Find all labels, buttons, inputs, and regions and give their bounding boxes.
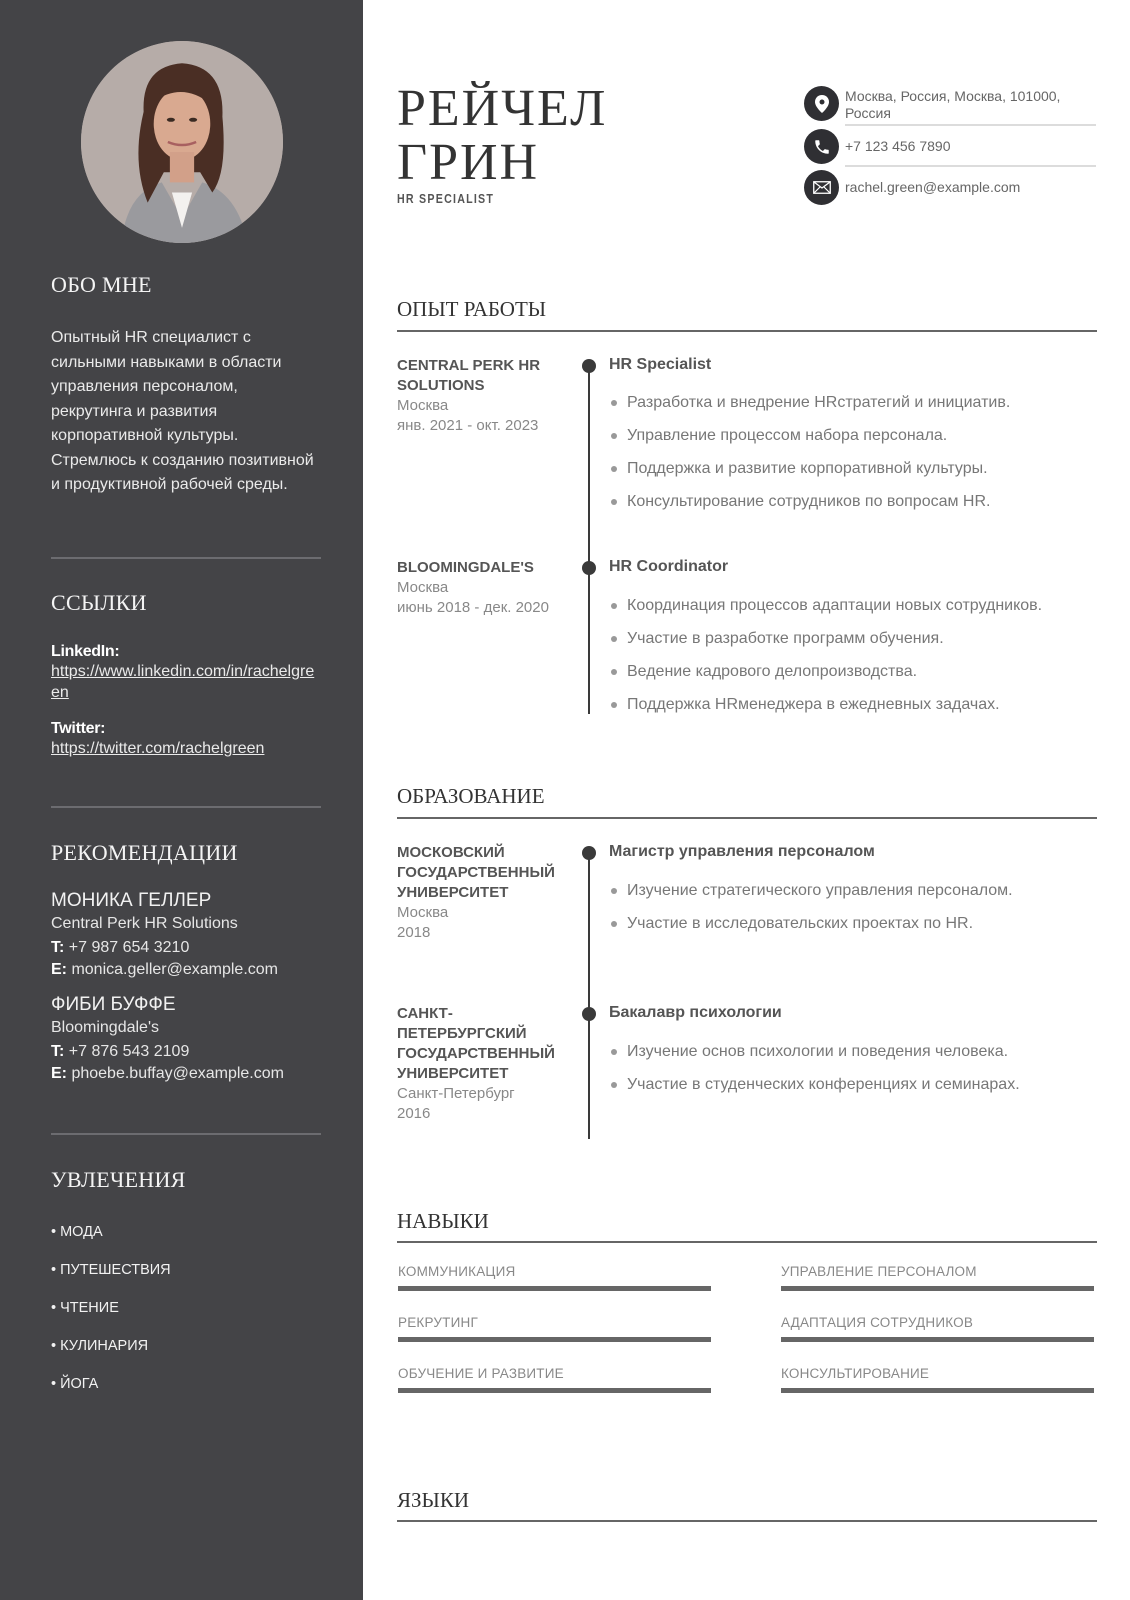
link-linkedin	[51, 643, 321, 703]
bullet-item: Координация процессов адаптации новых сотрудников.	[609, 589, 1099, 622]
skill-bar	[398, 1388, 711, 1393]
degree-title: Бакалавр психологии	[609, 1004, 782, 1021]
degree-title: Магистр управления персоналом	[609, 843, 875, 860]
bullet-item: Управление процессом набора персонала.	[609, 419, 1099, 452]
job-title: HR SPECIALIST	[397, 191, 495, 206]
hobbies-section	[51, 1167, 321, 1407]
bullet-item: Участие в разработке программ обучения.	[609, 622, 1099, 655]
full-name	[397, 82, 607, 190]
first-name: РЕЙЧЕЛ	[397, 80, 608, 137]
org-dates: июнь 2018 - дек. 2020	[397, 599, 549, 616]
org-city: Санкт-Петербург	[397, 1085, 515, 1102]
reference-company: Bloomingdale's	[51, 1019, 160, 1036]
phone-label: T:	[51, 1043, 65, 1060]
skill-label: УПРАВЛЕНИЕ ПЕРСОНАЛОМ	[781, 1264, 977, 1279]
link-label: Twitter:	[51, 720, 106, 737]
experience-org	[397, 356, 557, 436]
skill-item	[398, 1366, 711, 1393]
org-dates: янв. 2021 - окт. 2023	[397, 417, 539, 434]
bullet-item: Поддержка HRменеджера в ежедневных задачах.	[609, 688, 1099, 721]
timeline-dot	[582, 561, 596, 575]
experience-org	[397, 558, 557, 618]
references-section	[51, 840, 321, 1085]
bullet-item: Изучение стратегического управления персоналом.	[609, 874, 1099, 907]
references-heading: РЕКОМЕНДАЦИИ	[51, 840, 238, 865]
education-heading: ОБРАЗОВАНИЕ	[397, 784, 545, 808]
skill-item	[781, 1366, 1094, 1393]
reference-name: ФИБИ БУФФЕ	[51, 994, 176, 1015]
education-bullets	[609, 874, 1099, 940]
contact-block	[804, 86, 1094, 216]
divider	[51, 806, 321, 808]
experience-heading: ОПЫТ РАБОТЫ	[397, 297, 547, 321]
timeline-dot	[582, 1007, 596, 1021]
hobbies-heading: УВЛЕЧЕНИЯ	[51, 1167, 186, 1192]
skill-bar	[398, 1286, 711, 1291]
hobby-item: • ЧТЕНИЕ	[51, 1300, 119, 1316]
link-twitter	[51, 720, 321, 759]
phone-text: +7 123 456 7890	[845, 138, 951, 154]
bullet-item: Ведение кадрового делопроизводства.	[609, 655, 1099, 688]
divider	[51, 1133, 321, 1135]
twitter-link[interactable]: https://twitter.com/rachelgreen	[51, 740, 265, 757]
experience-timeline	[588, 366, 590, 714]
address-text: Москва, Россия, Москва, 101000, Россия	[845, 88, 1061, 121]
skill-bar	[781, 1286, 1094, 1291]
sidebar	[0, 0, 363, 1600]
experience-bullets	[609, 589, 1099, 721]
org-city: Москва	[397, 397, 449, 414]
hobby-item: • ЙОГА	[51, 1376, 99, 1392]
portrait-image	[81, 41, 283, 243]
skill-label: КОММУНИКАЦИЯ	[398, 1264, 516, 1279]
skill-label: ОБУЧЕНИЕ И РАЗВИТИЕ	[398, 1366, 564, 1381]
links-section	[51, 590, 321, 759]
reference-phone	[51, 937, 321, 959]
hobby-item: • КУЛИНАРИЯ	[51, 1338, 149, 1354]
section-rule	[397, 817, 1097, 819]
phone-value: +7 987 654 3210	[68, 939, 190, 956]
reference-phone	[51, 1041, 321, 1063]
section-rule	[397, 1241, 1097, 1243]
reference-item	[51, 994, 321, 1085]
skill-label: КОНСУЛЬТИРОВАНИЕ	[781, 1366, 930, 1381]
education-org	[397, 843, 557, 943]
bullet-item: Изучение основ психологии и поведения человека.	[609, 1035, 1099, 1068]
skill-label: АДАПТАЦИЯ СОТРУДНИКОВ	[781, 1315, 974, 1330]
org-name: САНКТ-ПЕТЕРБУРГСКИЙ ГОСУДАРСТВЕННЫЙ УНИВЕРСИТЕТ	[397, 1005, 555, 1082]
hobby-item: • ПУТЕШЕСТВИЯ	[51, 1262, 171, 1278]
email-value: monica.geller@example.com	[71, 961, 278, 978]
phone-icon	[804, 129, 839, 164]
org-city: Москва	[397, 904, 449, 921]
reference-company: Central Perk HR Solutions	[51, 915, 238, 932]
location-pin-icon	[804, 86, 839, 121]
divider	[845, 124, 1096, 126]
divider	[51, 557, 321, 559]
skill-item	[398, 1264, 711, 1291]
bullet-item: Участие в студенческих конференциях и семинарах.	[609, 1068, 1099, 1101]
bullet-item: Разработка и внедрение HRстратегий и инициатив.	[609, 386, 1099, 419]
links-heading: ССЫЛКИ	[51, 590, 147, 615]
phone-value: +7 876 543 2109	[68, 1043, 190, 1060]
skill-bar	[781, 1337, 1094, 1342]
about-heading: ОБО МНЕ	[51, 272, 152, 297]
envelope-icon	[804, 170, 839, 205]
last-name: ГРИН	[397, 134, 540, 191]
reference-name: МОНИКА ГЕЛЛЕР	[51, 890, 212, 911]
timeline-dot	[582, 846, 596, 860]
org-name: BLOOMINGDALE'S	[397, 559, 534, 576]
skill-bar	[398, 1337, 711, 1342]
position-title: HR Coordinator	[609, 558, 729, 575]
org-dates: 2018	[397, 924, 431, 941]
bullet-item: Консультирование сотрудников по вопросам HR.	[609, 485, 1099, 518]
languages-heading: ЯЗЫКИ	[397, 1488, 470, 1512]
hobby-item: • МОДА	[51, 1224, 103, 1240]
email-text: rachel.green@example.com	[845, 179, 1021, 195]
skills-heading: НАВЫКИ	[397, 1209, 489, 1233]
email-value: phoebe.buffay@example.com	[71, 1065, 284, 1082]
about-section	[51, 272, 321, 498]
about-text: Опытный HR специалист с сильными навыками в области управления персоналом, рекрутинга и развития корпоративной культуры. Стремлюсь к созданию позитивной и продуктивной рабочей среды.	[51, 329, 314, 493]
section-rule	[397, 1520, 1097, 1522]
education-org	[397, 1004, 557, 1124]
bullet-item: Поддержка и развитие корпоративной культуры.	[609, 452, 1099, 485]
timeline-dot	[582, 359, 596, 373]
education-timeline	[588, 853, 590, 1139]
org-city: Москва	[397, 579, 449, 596]
reference-email	[51, 959, 321, 981]
experience-bullets	[609, 386, 1099, 518]
skill-item	[398, 1315, 711, 1342]
email-label: E:	[51, 961, 67, 978]
skill-item	[781, 1264, 1094, 1291]
education-bullets	[609, 1035, 1099, 1101]
bullet-item: Участие в исследовательских проектах по HR.	[609, 907, 1099, 940]
divider	[845, 165, 1096, 167]
position-title: HR Specialist	[609, 356, 712, 373]
email-label: E:	[51, 1065, 67, 1082]
linkedin-link[interactable]: https://www.linkedin.com/in/rachelgreen	[51, 663, 315, 701]
skill-item	[781, 1315, 1094, 1342]
org-name: МОСКОВСКИЙ ГОСУДАРСТВЕННЫЙ УНИВЕРСИТЕТ	[397, 844, 555, 901]
skill-label: РЕКРУТИНГ	[398, 1315, 478, 1330]
reference-item	[51, 890, 321, 981]
profile-photo	[81, 41, 283, 243]
section-rule	[397, 330, 1097, 332]
reference-email	[51, 1063, 321, 1085]
org-dates: 2016	[397, 1105, 431, 1122]
skill-bar	[781, 1388, 1094, 1393]
link-label: LinkedIn:	[51, 643, 120, 660]
phone-label: T:	[51, 939, 65, 956]
org-name: CENTRAL PERK HR SOLUTIONS	[397, 357, 541, 394]
